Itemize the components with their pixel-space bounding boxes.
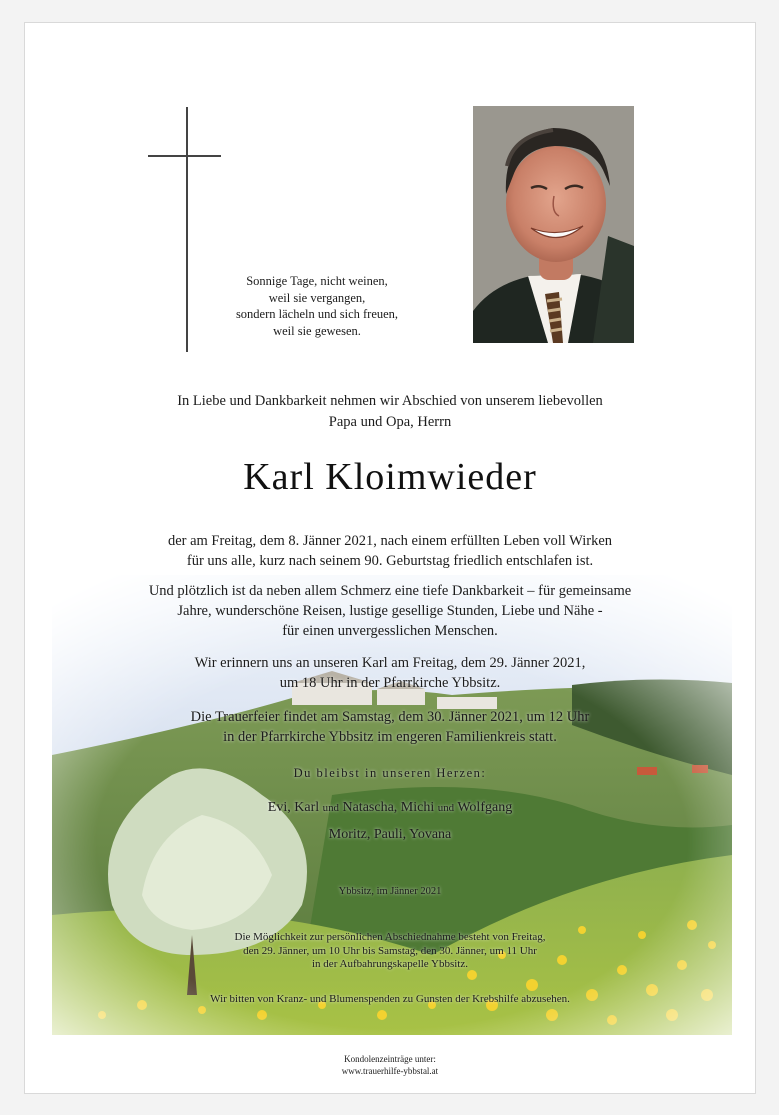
conjunction: und [437,802,455,814]
grandchildren-names-line: Moritz, Pauli, Yovana [328,827,452,842]
death-notice-paragraph [90,531,690,571]
paragraph-line: Und plötzlich ist da neben allem Schmerz eine tiefe Dankbarkeit – für gemeinsame [148,583,632,599]
deceased-name: Karl Kloimwieder [243,456,537,498]
condolence-info [90,1053,690,1077]
memorial-mass-paragraph [90,653,690,693]
intro-line: In Liebe und Dankbarkeit nehmen wir Abschied von unserem liebevollen [177,393,603,409]
poem-line: weil sie gewesen. [273,323,361,338]
paragraph-line: für einen unvergesslichen Menschen. [282,623,498,639]
in-our-hearts-heading: Du bleibst in unseren Herzen: [293,766,487,780]
family-names: Wolfgang [457,800,513,815]
gratitude-paragraph [90,581,690,641]
paragraph-line: in der Pfarrkirche Ybbsitz im engeren Familienkreis statt. [223,729,557,745]
viewing-line: den 29. Jänner, um 10 Uhr bis Samstag, den 30. Jänner, um 11 Uhr [243,944,537,957]
cross-icon-horizontal [148,155,221,157]
paragraph-line: der am Freitag, dem 8. Jänner 2021, nach einem erfüllten Leben voll Wirken [167,533,613,549]
viewing-info [90,931,690,972]
paragraph-line: für uns alle, kurz nach seinem 90. Geburtstag friedlich entschlafen ist. [186,553,594,569]
poem-line: Sonnige Tage, nicht weinen, [246,274,388,288]
poem-line: weil sie vergangen, [268,290,366,305]
viewing-line: Die Möglichkeit zur persönlichen Abschiednahme besteht von Freitag, [234,931,546,943]
viewing-line: in der Aufbahrungskapelle Ybbsitz. [312,958,468,970]
conjunction: und [322,802,339,814]
paragraph-line: Jahre, wunderschöne Reisen, lustige gesellige Stunden, Liebe und Nähe - [177,603,603,619]
condolence-url-link[interactable]: www.trauerhilfe-ybbstal.at [341,1066,439,1076]
donation-request: Wir bitten von Kranz- und Blumenspenden zu Gunsten der Krebshilfe abzusehen. [210,993,570,1005]
funeral-paragraph [90,707,690,747]
family-names: Evi, Karl [267,800,320,815]
family-names: Natascha, Michi [342,800,435,815]
cross-icon-vertical [186,107,188,352]
condolence-label: Kondolenzeinträge unter: [344,1054,436,1064]
place-date: Ybbsitz, im Jänner 2021 [338,886,442,897]
paragraph-line: um 18 Uhr in der Pfarrkirche Ybbsitz. [279,675,501,691]
portrait-photo [473,106,634,343]
family-names-line [90,800,690,816]
poem [222,273,412,339]
paragraph-line: Wir erinnern uns an unseren Karl am Freitag, dem 29. Jänner 2021, [194,655,586,671]
paragraph-line: Die Trauerfeier findet am Samstag, dem 30. Jänner 2021, um 12 Uhr [190,709,590,725]
intro-line: Papa und Opa, Herrn [328,414,452,430]
intro-text [90,391,690,433]
poem-line: sondern lächeln und sich freuen, [235,307,399,321]
